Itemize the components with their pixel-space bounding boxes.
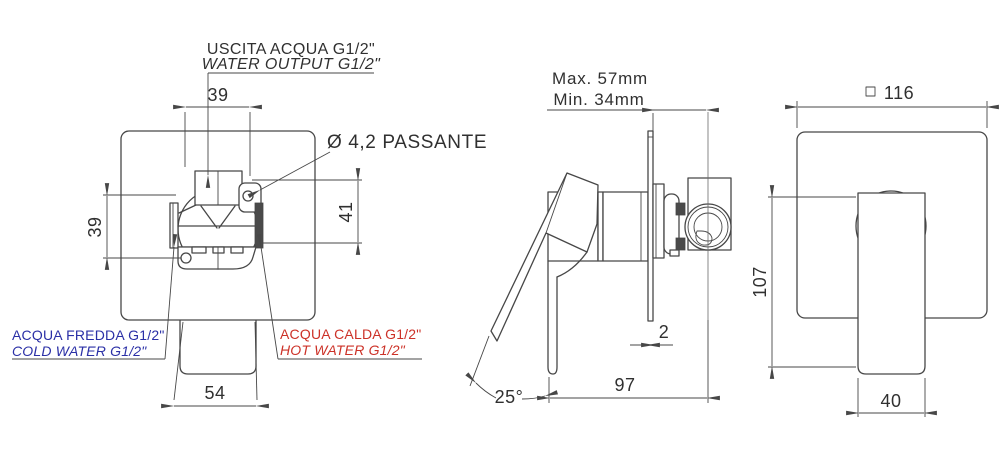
- hot-inlet-groove: [255, 203, 263, 248]
- note-hole-diameter: Ø 4,2 PASSANTE: [327, 132, 488, 153]
- hole-4-2: [243, 191, 253, 201]
- label-hot-it: ACQUA CALDA G1/2": [280, 326, 422, 342]
- dim-97: 97: [614, 375, 636, 395]
- dim-39-left: 39: [85, 216, 105, 238]
- square-symbol: [866, 87, 875, 96]
- side-view: [470, 69, 731, 407]
- label-cold-it: ACQUA FREDDA G1/2": [12, 327, 165, 343]
- dim-2: 2: [658, 322, 670, 342]
- dim-116: 116: [883, 83, 915, 103]
- label-cold-en: COLD WATER G1/2": [12, 343, 147, 359]
- label-hot-en: HOT WATER G1/2": [280, 342, 405, 358]
- dim-40: 40: [880, 391, 902, 411]
- label-output-it: USCITA ACQUA G1/2": [206, 41, 376, 58]
- dim-25deg: 25°: [494, 387, 524, 407]
- label-max-depth: Max. 57mm: [552, 69, 648, 88]
- front-view: [12, 41, 487, 406]
- side-flange: [653, 184, 664, 258]
- front-handle: [180, 318, 256, 374]
- dim-54: 54: [204, 383, 226, 403]
- mounting-screw: [181, 253, 191, 263]
- side-handle-bar: [548, 261, 557, 374]
- dim-107: 107: [750, 266, 770, 298]
- back-view: [750, 83, 987, 417]
- side-wall-plate: [648, 131, 653, 321]
- back-handle: [858, 193, 925, 374]
- dim-39-top: 39: [207, 85, 229, 105]
- dim-41: 41: [336, 201, 356, 223]
- label-output-en: WATER OUTPUT G1/2": [201, 56, 381, 73]
- label-min-depth: Min. 34mm: [553, 90, 645, 109]
- cold-inlet-groove: [170, 203, 178, 248]
- valve-output-port: [195, 171, 242, 205]
